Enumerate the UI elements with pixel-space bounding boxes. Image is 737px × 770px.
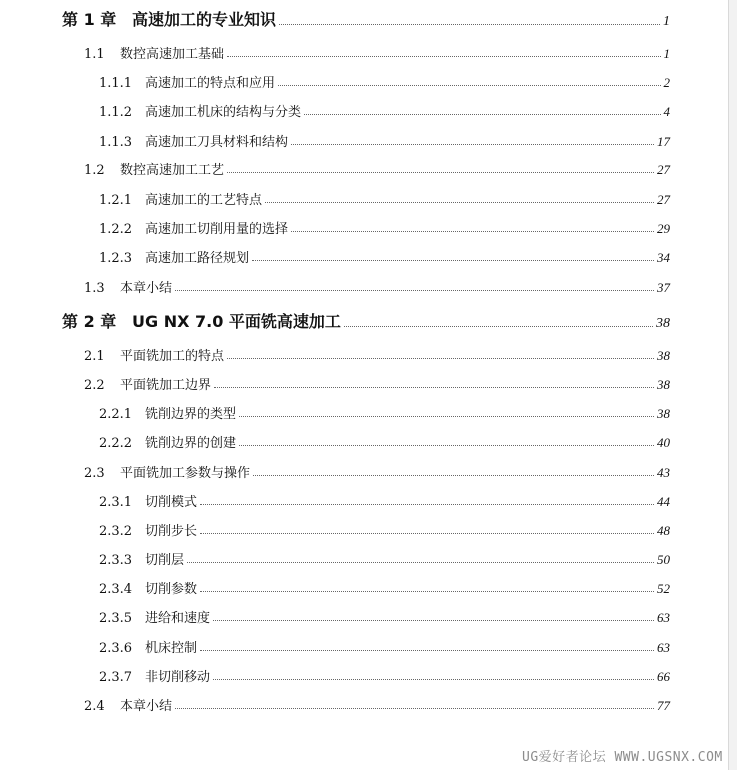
toc-entry-title: 高速加工的工艺特点 [145,193,263,208]
toc-entry-number: 1.1.2 [99,105,133,120]
toc-entry-title: 平面铣加工边界 [120,378,212,393]
toc-entry-page: 2 [663,75,670,90]
toc-entry[interactable] [99,244,670,266]
toc-entry-number: 2.3.7 [99,670,133,685]
dot-leader [239,444,654,446]
toc-entry-title: 高速加工机床的结构与分类 [145,105,302,120]
dot-leader [278,84,660,86]
toc-entry-number: 2.3.3 [99,553,133,568]
dot-leader [214,386,654,388]
toc-entry-number: 第 1 章 [62,10,117,29]
dot-leader [253,474,654,476]
toc-entry[interactable] [99,634,670,656]
toc-entry-page: 1 [663,14,670,29]
toc-entry-number: 2.2.2 [99,436,133,451]
toc-entry-title: 平面铣加工的特点 [120,349,225,364]
toc-entry[interactable] [99,429,670,451]
toc-entry-page: 44 [657,494,670,509]
toc-entry-number: 2.3 [84,466,105,481]
toc-entry-page: 34 [657,250,670,265]
toc-entry-page: 50 [657,552,670,567]
toc-entry-number: 1.3 [84,281,105,296]
dot-leader [227,357,654,359]
toc-entry-title: 铣削边界的类型 [145,407,237,422]
toc-entry[interactable] [99,604,670,626]
dot-leader [291,230,654,232]
toc-entry-title: 高速加工的专业知识 [132,10,277,29]
toc-entry-page: 63 [657,640,670,655]
toc-entry[interactable] [84,459,670,481]
toc-entry-page: 38 [656,316,670,331]
toc-entry[interactable] [99,546,670,568]
toc-entry-page: 37 [657,280,670,295]
toc-entry-page: 29 [657,221,670,236]
toc-entry[interactable] [84,371,670,393]
toc-entry[interactable] [84,156,670,178]
toc-entry-number: 1.2 [84,163,105,178]
dot-leader [200,590,654,592]
toc-entry-number: 2.3.4 [99,582,133,597]
toc-entry[interactable] [84,692,670,714]
toc-entry-number: 2.2.1 [99,407,133,422]
toc-entry-page: 77 [657,698,670,713]
dot-leader [265,201,654,203]
toc-entry-title: 切削模式 [145,495,198,510]
toc-entry-title: 切削参数 [145,582,198,597]
toc-entry-number: 1.1.3 [99,135,133,150]
toc-entry-title: 机床控制 [145,641,198,656]
dot-leader [187,561,654,563]
toc-entry[interactable] [62,8,670,30]
dot-leader [200,649,654,651]
toc-entry-title: 高速加工切削用量的选择 [145,222,289,237]
toc-entry[interactable] [99,663,670,685]
toc-entry-page: 1 [663,46,670,61]
toc-entry-title: 高速加工的特点和应用 [145,76,276,91]
toc-entry-number: 1.1 [84,47,105,62]
dot-leader [227,171,654,173]
dot-leader [200,503,654,505]
toc-entry-page: 17 [657,134,670,149]
toc-entry[interactable] [99,517,670,539]
toc-entry-number: 2.3.2 [99,524,133,539]
toc-entry-page: 48 [657,523,670,538]
dot-leader [227,55,660,57]
toc-entry-page: 66 [657,669,670,684]
toc-entry[interactable] [99,400,670,422]
toc-entry[interactable] [62,310,670,332]
toc-entry[interactable] [99,186,670,208]
toc-entry-title: UG NX 7.0 平面铣高速加工 [132,312,341,331]
toc-entry-number: 2.3.5 [99,611,133,626]
toc-entry-title: 本章小结 [120,281,173,296]
toc-entry-title: 平面铣加工参数与操作 [120,466,251,481]
toc-entry-number: 1.2.2 [99,222,133,237]
toc-entry-page: 38 [657,377,670,392]
toc-entry-page: 43 [657,465,670,480]
toc-entry[interactable] [99,128,670,150]
toc-entry-title: 高速加工路径规划 [145,251,250,266]
toc-entry-page: 40 [657,435,670,450]
toc-entry-number: 2.3.6 [99,641,133,656]
toc-entry-number: 1.2.3 [99,251,133,266]
toc-entry-page: 27 [657,192,670,207]
toc-entry[interactable] [84,40,670,62]
dot-leader [175,289,654,291]
watermark: UG爱好者论坛 WWW.UGSNX.COM [522,750,723,765]
toc-entry-title: 数控高速加工工艺 [120,163,225,178]
dot-leader [344,325,653,327]
toc-entry-number: 第 2 章 [62,312,117,331]
toc-entry[interactable] [99,69,670,91]
toc-entry-page: 38 [657,406,670,421]
toc-entry-title: 铣削边界的创建 [145,436,237,451]
toc-entry-title: 非切削移动 [145,670,211,685]
dot-leader [291,143,654,145]
toc-entry[interactable] [99,575,670,597]
toc-entry-number: 2.1 [84,349,105,364]
dot-leader [213,619,654,621]
dot-leader [175,707,654,709]
toc-entry-page: 52 [657,581,670,596]
dot-leader [200,532,654,534]
dot-leader [213,678,654,680]
dot-leader [252,259,654,261]
toc-entry-title: 进给和速度 [145,611,211,626]
toc-entry-number: 2.4 [84,699,105,714]
toc-entry[interactable] [84,342,670,364]
toc-entry-title: 数控高速加工基础 [120,47,225,62]
dot-leader [239,415,654,417]
toc-entry-page: 38 [657,348,670,363]
toc-entry-number: 2.2 [84,378,105,393]
page-edge [728,0,737,770]
toc-entry-page: 63 [657,610,670,625]
toc-entry-page: 4 [663,104,670,119]
toc-entry[interactable] [99,488,670,510]
toc-entry-title: 切削层 [145,553,185,568]
toc-entry[interactable] [99,98,670,120]
dot-leader [304,113,660,115]
dot-leader [279,23,660,25]
toc-entry-title: 切削步长 [145,524,198,539]
toc-entry-number: 1.2.1 [99,193,133,208]
toc-entry[interactable] [84,274,670,296]
toc-entry-page: 27 [657,162,670,177]
toc-entry-title: 高速加工刀具材料和结构 [145,135,289,150]
toc-entry-number: 2.3.1 [99,495,133,510]
toc-entry-title: 本章小结 [120,699,173,714]
toc-entry-number: 1.1.1 [99,76,133,91]
toc-entry[interactable] [99,215,670,237]
